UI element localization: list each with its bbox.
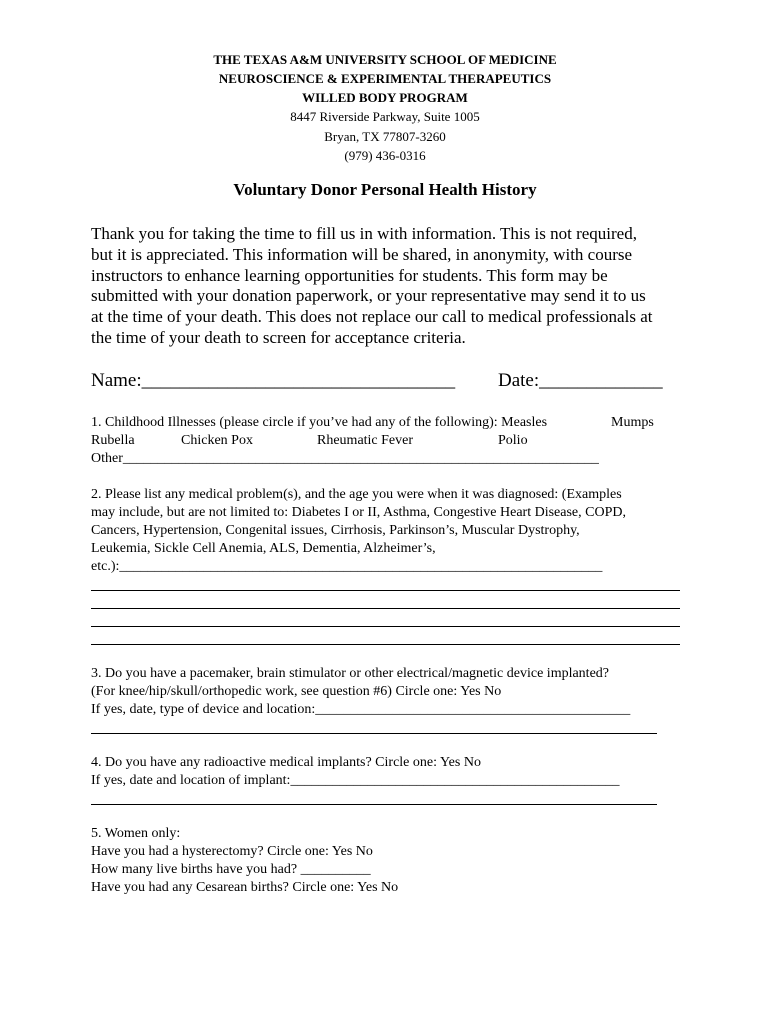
street-address: 8447 Riverside Parkway, Suite 1005	[290, 109, 480, 124]
option-mumps[interactable]: Mumps	[611, 415, 654, 430]
q2-line: 2. Please list any medical problem(s), and the age you were when it was diagnosed: (Examples	[91, 487, 622, 502]
q1-prompt: 1. Childhood Illnesses (please circle if you’ve had any of the following): Measles	[91, 415, 548, 430]
option-rheumatic-fever[interactable]: Rheumatic Fever	[317, 433, 414, 448]
answer-line[interactable]	[91, 626, 680, 627]
option-polio[interactable]: Polio	[498, 433, 528, 448]
answer-line[interactable]	[91, 644, 680, 645]
q2-line: Cancers, Hypertension, Congenital issues, Cirrhosis, Parkinson’s, Muscular Dystrophy,	[91, 523, 580, 538]
city-state-zip: Bryan, TX 77807-3260	[324, 128, 446, 144]
q3-question: 3. Do you have a pacemaker, brain stimulator or other electrical/magnetic device implanted?	[91, 666, 609, 681]
q2-etc-field[interactable]: etc.):_____________________________________________________________________	[91, 559, 603, 574]
phone-number: (979) 436-0316	[344, 148, 426, 163]
question-4	[91, 754, 691, 790]
school-name: THE TEXAS A&M UNIVERSITY SCHOOL OF MEDICINE	[213, 52, 557, 67]
answer-line[interactable]	[91, 590, 680, 591]
answer-line[interactable]	[91, 608, 680, 609]
q4-question[interactable]: 4. Do you have any radioactive medical implants? Circle one: Yes No	[91, 755, 481, 770]
question-1	[91, 414, 691, 468]
answer-line[interactable]	[91, 804, 657, 805]
date-field[interactable]: Date:_____________	[498, 370, 663, 391]
q3-device-field[interactable]: If yes, date, type of device and location:_____________________________________________	[91, 702, 631, 717]
q4-implant-field[interactable]: If yes, date and location of implant:_______________________________________________	[91, 773, 620, 788]
q5-heading: 5. Women only:	[91, 826, 181, 841]
answer-line[interactable]	[91, 733, 657, 734]
name-date-row	[91, 370, 691, 392]
q5-cesarean[interactable]: Have you had any Cesarean births? Circle one: Yes No	[91, 880, 399, 895]
q5-hysterectomy[interactable]: Have you had a hysterectomy? Circle one: Yes No	[91, 844, 373, 859]
q2-line: Leukemia, Sickle Cell Anemia, ALS, Dementia, Alzheimer’s,	[91, 541, 436, 556]
q1-other-field[interactable]: Other____________________________________________________________________	[91, 451, 599, 466]
program-name: WILLED BODY PROGRAM	[302, 90, 468, 105]
form-title: Voluntary Donor Personal Health History	[233, 180, 537, 199]
option-rubella[interactable]: Rubella	[91, 433, 135, 448]
department-name: NEUROSCIENCE & EXPERIMENTAL THERAPEUTICS	[218, 71, 552, 86]
question-3	[91, 665, 691, 719]
q5-live-births-field[interactable]: How many live births have you had? __________	[91, 862, 371, 877]
question-5	[91, 825, 691, 897]
question-2	[91, 486, 691, 576]
q2-line: may include, but are not limited to: Diabetes I or II, Asthma, Congestive Heart Disease, COPD,	[91, 505, 626, 520]
intro-paragraph: Thank you for taking the time to fill us in with information. This is not required, but it is appreciated. This information will be shared, in anonymity, with course instructors to enhance learning opportunities for students. This form may be submitted with your donation paperwork, or your representative may send it to us at the time of your death. This does not replace our call to medical professionals at the time of your death to screen for acceptance criteria.	[91, 224, 653, 347]
option-chicken-pox[interactable]: Chicken Pox	[181, 433, 253, 448]
form-header	[0, 50, 770, 166]
q3-circle-one[interactable]: (For knee/hip/skull/orthopedic work, see question #6) Circle one: Yes No	[91, 684, 502, 699]
name-field[interactable]: Name:_________________________________	[91, 370, 456, 391]
